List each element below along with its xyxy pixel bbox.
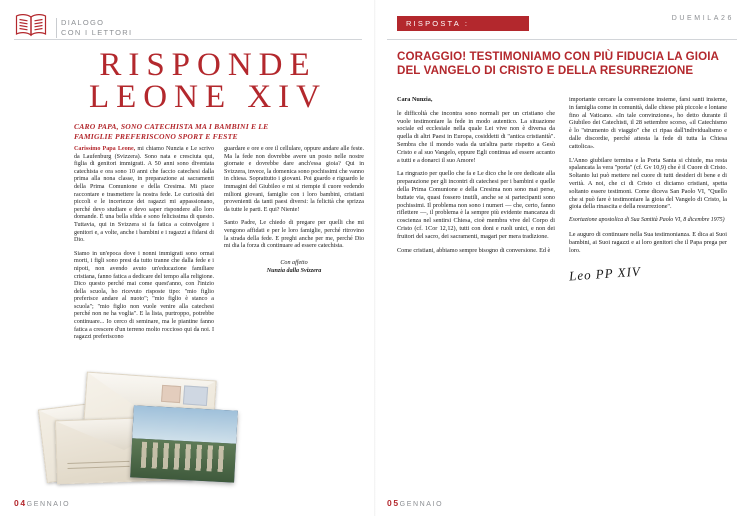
letter-column-1 — [74, 146, 214, 348]
letter-column-2 — [224, 146, 364, 348]
answer-badge: RISPOSTA : — [397, 16, 529, 31]
page-gutter — [374, 0, 376, 516]
answer-headline: CORAGGIO! TESTIMONIAMO CON PIÙ FIDUCIA LA GIOIA DEL VANGELO DI CRISTO E DELLA RESURREZIONE — [397, 50, 719, 77]
pope-signature: Leo PP XIV — [568, 263, 642, 284]
right-header-rule — [387, 39, 737, 40]
postage-stamp-icon — [183, 385, 208, 406]
signoff-author: Nunzia dalla Svizzera — [266, 267, 322, 274]
left-header-rule — [14, 39, 362, 40]
left-folio-label: GENNAIO — [26, 501, 71, 508]
postage-stamp-icon — [161, 385, 181, 403]
answer-paragraph: Come cristiani, abbiamo sempre bisogno di conversione. Ed è — [397, 246, 551, 254]
letter-paragraph: Santo Padre, Le chiedo di pregare per quelli che mi vengono affidati e per le loro famiglie, perché ritrovino la strada della fede. E preghi anche per me, perché Dio mi dia la forza di continuare ad essere catechista. — [224, 220, 364, 250]
right-folio — [387, 498, 443, 508]
left-folio — [14, 498, 70, 508]
answer-paragraph: importante cercare la conversione insieme, farsi santi insieme, in famiglia come in comunità, dalle chiese più piccole e lontane fino al Vaticano. «In tale convinzione», ho detto durante il Giubileo dei Catechisti, il 28 settembre scorso, «il Catechismo è lo "strumento di viaggio" che ci ripaa dall'individualismo e dalle discordie, perché attesta la fede di tutta la Chiesa cattolica». — [569, 96, 727, 150]
right-folio-label: GENNAIO — [399, 501, 444, 508]
article-deck: CARO PAPA, SONO CATECHISTA MA I BAMBINI E LE FAMIGLIE PREFERISCONO SPORT E FESTE — [74, 122, 269, 141]
kicker-line-2: CON I LETTORI — [61, 27, 133, 37]
photo-people — [141, 442, 226, 472]
address-lines — [67, 461, 129, 473]
answer-paragraph: le difficoltà che incontra sono normali per un cristiano che vuole testimoniare la fede in modo autentico. La situazione sociale ed ecclesiale nella quale Lei vive non è diversa da quella di altri Paesi in Europa, cosiddetti di "antica cristianità". Sembra che il mondo vada da un'altra parte rispetto a Gesù Cristo e al suo Vangelo, eppure Egli continua ad essere accanto a tutti e a donarci il suo Amore! — [397, 109, 555, 164]
right-page — [375, 0, 750, 516]
photo-sky — [132, 405, 238, 444]
letter-paragraph: Siamo in un'epoca dove i nonni immigrati sono ormai morti, i figli sono presi da tutto tranne che dalla fede e i nipoti, non avendo avuto un'educazione familiare cristiana, fanno fatica a dedicare del tempo alla religione. Dico questo perché mai come quest'anno, con l'inizio della scuola, ho ricevuto risposte tipo: "mio figlio preferisce andare al nuoto"; "mio figlio è stanco a scuola"; "mio figlio non vuole venire alla catechesi perché non ne ha voglia". E la lista, purtroppo, potrebbe continuare... Io cerco di seminare, ma le piantine fanno fatica a crescere d'un terreno molto roccioso qui da noi. I ragazzi preferiscono — [74, 250, 214, 341]
letter-paragraph: guardare e ore e ore il cellulare, oppure andare alle feste. Ma la fede non dovrebbe avere un posto nelle nostre giornate e dovrebbe dare anch'essa gioia? Qui in Svizzera, invece, la domenica sono pochissimi che vanno in chiesa. Soprattutto i giovani. Poi guardo e riguardo le immagini del Giubileo e mi si riempie il cuore vedendo milioni giovani, famiglie con i loro bambini, cristiani provenienti da tanti paesi diversi: la felicità che sprizza da tutte le parti. E qui? Niente! — [224, 146, 364, 213]
answer-paragraph: Le auguro di continuare nella Sua testimonianza. E dica ai Suoi bambini, ai Suoi ragazzi e ai loro genitori che il Papa prega per loro. — [569, 230, 727, 254]
group-photograph — [130, 405, 238, 482]
answer-paragraph — [397, 96, 555, 104]
left-folio-number: 04 — [14, 498, 27, 508]
answer-column-1 — [397, 96, 555, 281]
answer-source-note: Esortazione apostolica di Sua Santità Paolo VI, 8 dicembre 1975) — [569, 217, 725, 224]
answer-salutation: Cara Nunzia, — [397, 96, 433, 103]
answer-body — [397, 96, 727, 284]
letter-signoff — [224, 259, 364, 275]
reader-letter — [74, 146, 364, 348]
letters-photo-collage — [36, 356, 246, 488]
title-line-2: LEONE XIV — [88, 79, 328, 115]
answer-column-2 — [568, 96, 727, 284]
answer-paragraph: La ringrazio per quello che fa e Le dico che le ore dedicate alla preparazione per gli incontri di catechesi per i bambini e quelle della Prima Comunione e della Cresima non sono mai perse, buttate via, quasi fossero inutili, anche se si partecipanti sono pochissimi. Il problema non sono i numeri — che, certo, fanno riflettere —, il problema è la sempre più evidente mancanza di coscienza nel sentirsi Chiesa, cioè membra vive del Corpo di Cristo (cf. 1Cor 12,12), tutti con doni e ruoli unici, e non dei fruitori del sacro, dei sacramenti, magari per mera tradizione. — [397, 170, 555, 240]
signoff-line-1: Con affetto — [280, 259, 308, 266]
letter-salutation: Carissimo Papa Leone, — [74, 146, 136, 152]
letter-p1-text: mi chiamo Nunzia e Le scrivo da Laufenburg (Svizzera). Sono nata e cresciuta qui, figlia di genitori immigrati. A 50 anni sono diventata catechista e ora sono 10 anni che faccio catechesi dalla prima alla nona classe, in preparazione ai sacramenti della Prima Comunione e della Cresima. Mi piace raccontare e trasmettere la nostra fede. Le curiosità dei piccoli e le incertezze dei ragazzi mi appassionano, perché devo studiare e devo saper rispondere allo loro domande. È una bella sfida e sono felicissima di questo. Tuttavia, qui in Svizzera si fa fatica a coinvolgere i genitori e, a volte, anche i bambini e i ragazzi a fidarsi di Dio. — [74, 146, 214, 244]
page-title — [52, 48, 364, 114]
letter-paragraph — [74, 146, 214, 245]
right-folio-number: 05 — [387, 498, 400, 508]
kicker-line-1: DIALOGO — [61, 17, 105, 27]
title-line-1: RISPONDE — [99, 47, 317, 83]
running-head: DUEMILA26 — [671, 15, 734, 22]
answer-paragraph: L'Anno giubilare termina e la Porta Santa si chiude, ma resta spalancata la vera "porta" (cf. Gv 10,9) che è il Cuore di Cristo. Soltanto lui può mettere nel cuore di tutti desideri di bene e di verità. A noi, che ci di Cristo ci diciamo cristiani, spetta soltanto essere testimoni. Come diceva San Paolo VI, "Quello che si può fare è testimoniare la gioia del Vangelo di Cristo, la gioia della rinascita e della resurrezione". — [569, 156, 727, 211]
left-header-kicker — [56, 18, 132, 38]
